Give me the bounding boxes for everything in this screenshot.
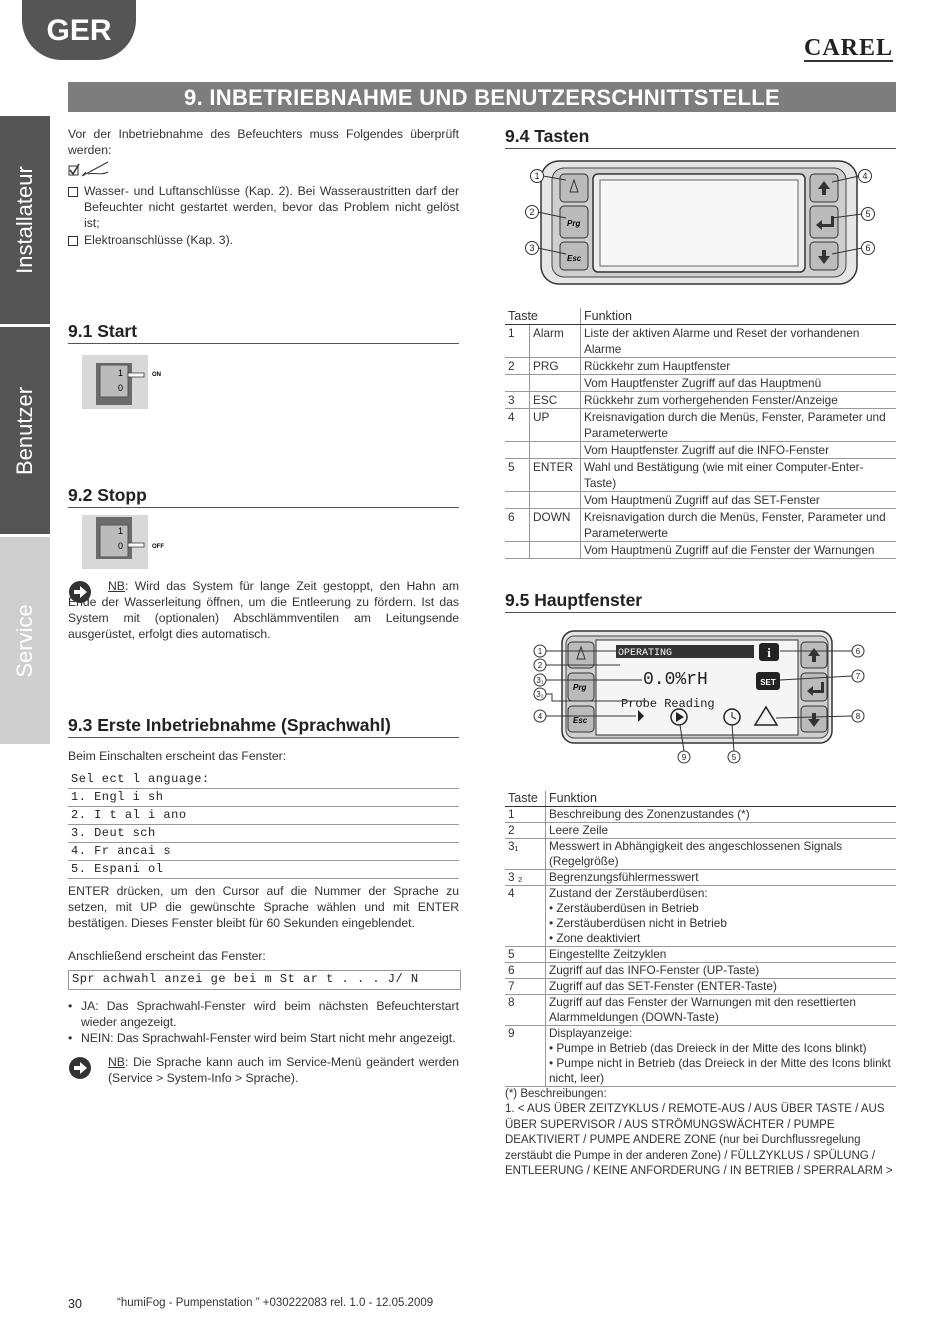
- callout-5: 5: [731, 753, 737, 762]
- function-line: Beschreibung des Zonenzustandes (*): [549, 807, 750, 821]
- checkbox-icon: [68, 236, 78, 246]
- table-cell: Kreisnavigation durch die Menüs, Fenster, Parameter und Parameterwerte: [581, 409, 897, 442]
- table-row: [505, 409, 896, 442]
- table-cell-key: 9: [505, 1026, 546, 1087]
- table-cell: [530, 492, 581, 509]
- table-cell: Vom Hauptmenü Zugriff auf das SET-Fenster: [581, 492, 897, 509]
- nb-label: NB: [108, 1055, 125, 1069]
- side-tab-label: Benutzer: [12, 386, 37, 475]
- callout-6: 6: [865, 243, 871, 253]
- prg-key-label: Prg: [567, 219, 581, 228]
- switch-on-label: ON: [152, 372, 161, 378]
- callout-5: 5: [865, 209, 871, 219]
- function-line: Messwert in Abhängigkeit des angeschlossenen Signals (Regelgröße): [549, 839, 843, 868]
- table-cell-function: [546, 1026, 897, 1087]
- table-row: [505, 459, 896, 492]
- table-cell: Liste der aktiven Alarme und Reset der vorhandenen Alarme: [581, 325, 897, 358]
- table-cell: [505, 492, 530, 509]
- function-line: • Zone deaktiviert: [549, 931, 641, 945]
- language-tab: GER: [22, 0, 136, 60]
- table-header-cell: Taste: [505, 308, 581, 325]
- switch-one-label: 1: [118, 368, 124, 378]
- table-header-cell: Funktion: [581, 308, 897, 325]
- table-cell: UP: [530, 409, 581, 442]
- option-ja: JA: Das Sprachwahl-Fenster wird beim nächsten Befeuchterstart wieder angezeigt.: [81, 999, 459, 1029]
- table-cell: Kreisnavigation durch die Menüs, Fenster, Parameter und Parameterwerte: [581, 509, 897, 542]
- table-cell-key: 1: [505, 807, 546, 823]
- callout-1: 1: [537, 647, 543, 656]
- function-line: Zugriff auf das Fenster der Warnungen mit den resettierten Alarmmeldungen (DOWN-Taste): [549, 995, 856, 1024]
- table-header: [505, 791, 896, 807]
- table-row: [505, 979, 896, 995]
- esc-key-label: Esc: [567, 254, 582, 263]
- table-cell-function: [546, 839, 897, 870]
- table-cell: ENTER: [530, 459, 581, 492]
- note-arrow-icon: [68, 1056, 92, 1080]
- check-text: Wasser- und Luftanschlüsse (Kap. 2). Bei Wasseraustritten darf der Befeuchter nicht gestartet werden, bevor das Problem nicht gelöst ist;: [84, 184, 459, 230]
- table-cell-function: [546, 947, 897, 963]
- function-line: • Zerstäuberdüsen in Betrieb: [549, 901, 699, 915]
- callout-7: 7: [855, 672, 861, 681]
- sprachwahl-intro: Beim Einschalten erscheint das Fenster:: [68, 749, 287, 763]
- footnote-text: 1. < AUS ÜBER ZEITZYKLUS / REMOTE-AUS / AUS ÜBER TASTE / AUS ÜBER SUPERVISOR / AUS STRÖMUNGSWÄCHTER / PUMPE DEAKTIVIERT / PUMPE ANDERE ZONE (nur bei Durchflussregelung zerstäubt die Pumpe in der anderen Zone) / FÜLLZYKLUS / SPÜLUNG / ENTLEERUNG / KEINE ANFORDERUNG / IN BETRIEB / SPERRALARM >: [505, 1103, 893, 1178]
- sprachwahl-instructions: ENTER drücken, um den Cursor auf die Nummer der Sprache zu setzen, mit UP die gewünschte Sprache wählen und mit ENTER bestätigen. Dieses Fenster bleibt für 60 Sekunden eingeblendet.: [68, 884, 459, 930]
- table-header: [505, 308, 896, 325]
- sprachwahl-options: [68, 998, 459, 1046]
- table-row: [505, 947, 896, 963]
- note-stop: [68, 578, 459, 642]
- language-window-title: Sel ect l anguage:: [68, 771, 459, 789]
- table-cell: [505, 375, 530, 392]
- table-row: [505, 509, 896, 542]
- table-cell: DOWN: [530, 509, 581, 542]
- table-cell-function: [546, 995, 897, 1026]
- callout-3-2: 3₂: [536, 690, 544, 699]
- table-cell: [505, 442, 530, 459]
- startup-language-window: Spr achwahl anzei ge bei m St ar t . . . J/ N: [68, 970, 461, 990]
- table-cell-key: 5: [505, 947, 546, 963]
- table-header-cell: Taste: [505, 791, 546, 807]
- switch-zero-label: 0: [118, 383, 124, 393]
- table-row: [505, 995, 896, 1026]
- bullet: •: [68, 1031, 73, 1045]
- table-row: [505, 823, 896, 839]
- set-icon-label: SET: [760, 678, 776, 687]
- switch-one-label: 1: [118, 526, 124, 536]
- status-text: OPERATING: [618, 648, 673, 659]
- table-cell: Rückkehr zum vorhergehenden Fenster/Anzeige: [581, 392, 897, 409]
- table-cell: [505, 542, 530, 559]
- table-cell-key: 4: [505, 886, 546, 947]
- table-cell: 4: [505, 409, 530, 442]
- side-tab-service[interactable]: [0, 537, 50, 744]
- table-cell-key: 8: [505, 995, 546, 1026]
- function-line: Zugriff auf das INFO-Fenster (UP-Taste): [549, 963, 760, 977]
- intro-text: Vor der Inbetriebnahme des Befeuchters muss Folgendes überprüft werden:: [68, 127, 459, 157]
- table-cell: [530, 542, 581, 559]
- table-row: [505, 542, 896, 559]
- table-row: [505, 375, 896, 392]
- table-cell: 6: [505, 509, 530, 542]
- note-language: [108, 1054, 459, 1086]
- table-cell: [530, 442, 581, 459]
- table-cell-key: 3 ₂: [505, 870, 546, 886]
- table-cell: 3: [505, 392, 530, 409]
- callout-4: 4: [537, 712, 543, 721]
- table-row: [505, 870, 896, 886]
- footnote-title: (*) Beschreibungen:: [505, 1088, 607, 1100]
- table-cell: 1: [505, 325, 530, 358]
- callout-2: 2: [529, 207, 535, 217]
- table-cell: Rückkehr zum Hauptfenster: [581, 358, 897, 375]
- function-line: Leere Zeile: [549, 823, 609, 837]
- callout-3-1: 3₁: [536, 676, 544, 685]
- chapter-title: 9. INBETRIEBNAHME UND BENUTZERSCHNITTSTELLE: [68, 82, 896, 112]
- table-cell-function: [546, 870, 897, 886]
- function-line: Zugriff auf das SET-Fenster (ENTER-Taste): [549, 979, 777, 993]
- check-item: [68, 183, 459, 231]
- function-line: Displayanzeige:: [549, 1026, 633, 1040]
- table-cell-function: [546, 807, 897, 823]
- language-option[interactable]: 4. Fr ancai s: [68, 843, 459, 861]
- function-line: Begrenzungsfühlermesswert: [549, 870, 699, 884]
- function-line: Zustand der Zerstäuberdüsen:: [549, 886, 708, 900]
- table-row: [505, 807, 896, 823]
- table-cell-key: 2: [505, 823, 546, 839]
- sprachwahl-next: Anschließend erscheint das Fenster:: [68, 949, 266, 963]
- table-cell: Vom Hauptfenster Zugriff auf das Hauptmenü: [581, 375, 897, 392]
- table-cell-function: [546, 823, 897, 839]
- language-window: [68, 771, 459, 879]
- side-tab-benutzer[interactable]: [0, 327, 50, 534]
- footnote: [505, 1087, 896, 1179]
- hauptfenster-table: [505, 791, 896, 1087]
- main-display-device: [528, 628, 873, 766]
- callout-1: 1: [534, 171, 540, 181]
- table-row: [505, 1026, 896, 1087]
- side-tab-installateur[interactable]: [0, 116, 50, 324]
- language-option[interactable]: 3. Deut sch: [68, 825, 459, 843]
- table-row: [505, 392, 896, 409]
- section-title-stopp: 9.2 Stopp: [68, 485, 459, 508]
- table-cell: Vom Hauptfenster Zugriff auf die INFO-Fenster: [581, 442, 897, 459]
- info-icon-label: i: [767, 645, 771, 660]
- bullet: •: [68, 999, 73, 1013]
- table-row: [505, 442, 896, 459]
- tasten-table: [505, 308, 896, 559]
- keypad-device: [520, 158, 880, 288]
- table-cell: PRG: [530, 358, 581, 375]
- table-row: [505, 839, 896, 870]
- humidity-value: 0.0%rH: [643, 670, 708, 690]
- callout-4: 4: [862, 171, 868, 181]
- switch-off-label: OFF: [152, 544, 164, 550]
- document-reference: “humiFog - Pumpenstation ” +030222083 rel. 1.0 - 12.05.2009: [117, 1297, 434, 1309]
- prg-key-label: Prg: [573, 683, 587, 692]
- function-line: • Pumpe in Betrieb (das Dreieck in der Mitte des Icons blinkt): [549, 1041, 867, 1055]
- side-tab-label: Service: [12, 603, 37, 678]
- function-line: • Pumpe nicht in Betrieb (das Dreieck in der Mitte des Icons blinkt nicht, leer): [549, 1056, 891, 1085]
- table-row: [505, 886, 896, 947]
- note-text: : Wird das System für lange Zeit gestoppt, den Hahn am Ende der Wasserleitung öffnen, um die Entleerung zu fördern. Ist das System mit (optionalen) Abschlämmventilen am Leitungsende ausgerüstet, erfolgt dies automatisch.: [68, 579, 459, 641]
- table-cell: 5: [505, 459, 530, 492]
- probe-reading: Probe Reading: [621, 697, 715, 711]
- table-cell: ESC: [530, 392, 581, 409]
- switch-off-icon: [82, 515, 172, 570]
- table-cell-key: 6: [505, 963, 546, 979]
- table-cell-function: [546, 886, 897, 947]
- callout-9: 9: [681, 753, 687, 762]
- table-cell: [530, 375, 581, 392]
- checkbox-icon: [68, 187, 78, 197]
- nb-label: NB: [108, 579, 125, 593]
- switch-zero-label: 0: [118, 541, 124, 551]
- section-title-tasten: 9.4 Tasten: [505, 126, 896, 149]
- table-cell: 2: [505, 358, 530, 375]
- table-cell-function: [546, 963, 897, 979]
- table-cell: Vom Hauptmenü Zugriff auf die Fenster der Warnungen: [581, 542, 897, 559]
- language-option[interactable]: 5. Espani ol: [68, 861, 459, 879]
- section-title-sprachwahl: 9.3 Erste Inbetriebnahme (Sprachwahl): [68, 715, 459, 738]
- note-text: : Die Sprache kann auch im Service-Menü geändert werden (Service > System-Info > Sprache).: [108, 1055, 459, 1085]
- esc-key-label: Esc: [573, 716, 588, 725]
- callout-6: 6: [855, 647, 861, 656]
- check-item: [68, 232, 459, 248]
- side-tab-label: Installateur: [12, 166, 37, 274]
- carel-logo: CAREL: [803, 35, 893, 61]
- table-row: [505, 358, 896, 375]
- table-cell: Alarm: [530, 325, 581, 358]
- language-option[interactable]: 1. Engl i sh: [68, 789, 459, 807]
- table-row: [505, 963, 896, 979]
- table-cell: Wahl und Bestätigung (wie mit einer Computer-Enter-Taste): [581, 459, 897, 492]
- table-row: [505, 492, 896, 509]
- callout-8: 8: [855, 712, 861, 721]
- table-cell-key: 7: [505, 979, 546, 995]
- function-line: Eingestellte Zeitzyklen: [549, 947, 667, 961]
- table-cell-function: [546, 979, 897, 995]
- checklist-pen-icon: [68, 160, 112, 180]
- table-row: [505, 325, 896, 358]
- table-cell-key: 3₁: [505, 839, 546, 870]
- callout-3: 3: [529, 243, 535, 253]
- section-title-start: 9.1 Start: [68, 321, 459, 344]
- option-nein: NEIN: Das Sprachwahl-Fenster wird beim Start nicht mehr angezeigt.: [81, 1031, 456, 1045]
- language-option[interactable]: 2. I t al i ano: [68, 807, 459, 825]
- switch-on-icon: [82, 355, 172, 410]
- section-title-hauptfenster: 9.5 Hauptfenster: [505, 590, 896, 613]
- check-text: Elektroanschlüsse (Kap. 3).: [84, 233, 234, 247]
- callout-2: 2: [537, 661, 543, 670]
- table-header-cell: Funktion: [546, 791, 897, 807]
- function-line: • Zerstäuberdüsen nicht in Betrieb: [549, 916, 727, 930]
- page-number: 30: [68, 1297, 82, 1311]
